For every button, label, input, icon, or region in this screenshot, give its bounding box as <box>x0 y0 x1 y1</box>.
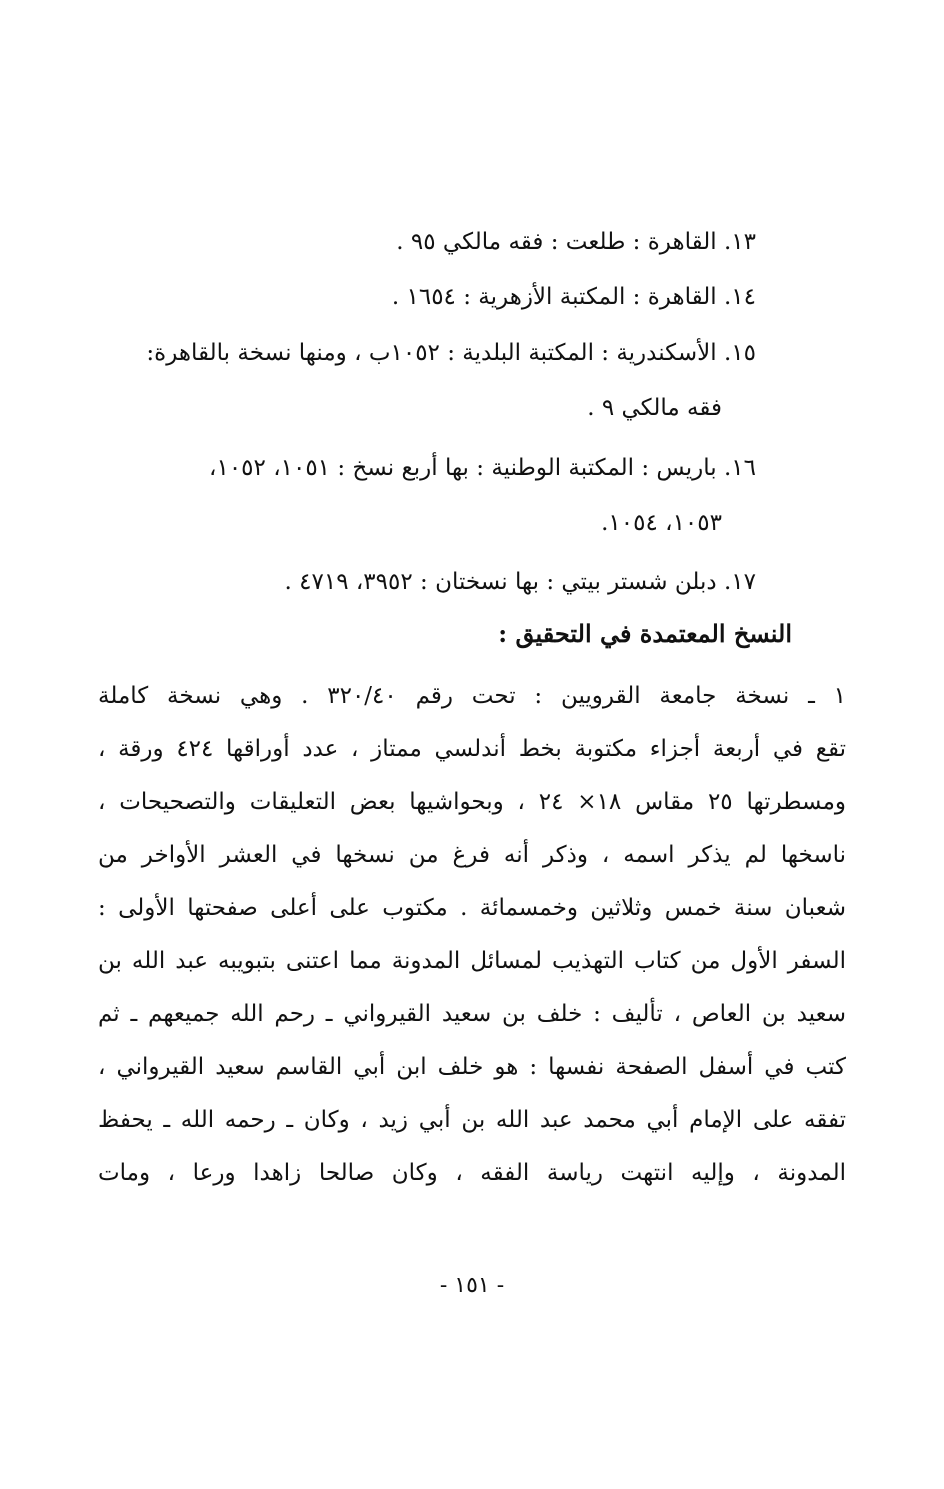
page-number: - ١٥١ - <box>439 1273 505 1298</box>
paragraph-line: ١ ـ نسخة جامعة القرويين : تحت رقم ٣٢٠/٤٠ . وهي نسخة كاملة <box>98 683 846 709</box>
paragraph-line: شعبان سنة خمس وثلاثين وخمسمائة . مكتوب على أعلى صفحتها الأولى : <box>98 895 846 921</box>
paragraph-line: تقع في أربعة أجزاء مكتوبة بخط أندلسي ممتاز ، عدد أوراقها ٤٢٤ ورقة ، <box>98 736 846 762</box>
paragraph-line: تفقه على الإمام أبي محمد عبد الله بن أبي زيد ، وكان ـ رحمه الله ـ يحفظ <box>98 1107 846 1133</box>
list-item-16-continuation: ١٠٥٣، ١٠٥٤. <box>601 510 722 536</box>
list-item-13: ١٣. القاهرة : طلعت : فقه مالكي ٩٥ . <box>396 229 756 255</box>
paragraph-line: ناسخها لم يذكر اسمه ، وذكر أنه فرغ من نسخها في العشر الأواخر من <box>98 842 846 868</box>
paragraph-line: كتب في أسفل الصفحة نفسها : هو خلف ابن أبي القاسم سعيد القيرواني ، <box>98 1054 846 1080</box>
list-item-16: ١٦. باريس : المكتبة الوطنية : بها أربع نسخ : ١٠٥١، ١٠٥٢، <box>209 455 756 481</box>
section-heading: النسخ المعتمدة في التحقيق : <box>498 619 792 648</box>
paragraph-line: ومسطرتها ٢٥ مقاس ١٨× ٢٤ ، وبحواشيها بعض التعليقات والتصحيحات ، <box>98 789 846 815</box>
list-item-15-continuation: فقه مالكي ٩ . <box>587 395 722 421</box>
list-item-15: ١٥. الأسكندرية : المكتبة البلدية : ١٠٥٢ب ، ومنها نسخة بالقاهرة: <box>146 340 756 366</box>
paragraph-line: سعيد بن العاص ، تأليف : خلف بن سعيد القيرواني ـ رحم الله جميعهم ـ ثم <box>98 1001 846 1027</box>
paragraph-line: السفر الأول من كتاب التهذيب لمسائل المدونة مما اعتنى بتبويبه عبد الله بن <box>98 948 846 974</box>
paragraph-line: المدونة ، وإليه انتهت رياسة الفقه ، وكان صالحا زاهدا ورعا ، ومات <box>98 1160 846 1186</box>
list-item-17: ١٧. دبلن شستر بيتي : بها نسختان : ٣٩٥٢، ٤٧١٩ . <box>284 569 756 595</box>
list-item-14: ١٤. القاهرة : المكتبة الأزهرية : ١٦٥٤ . <box>391 284 756 310</box>
